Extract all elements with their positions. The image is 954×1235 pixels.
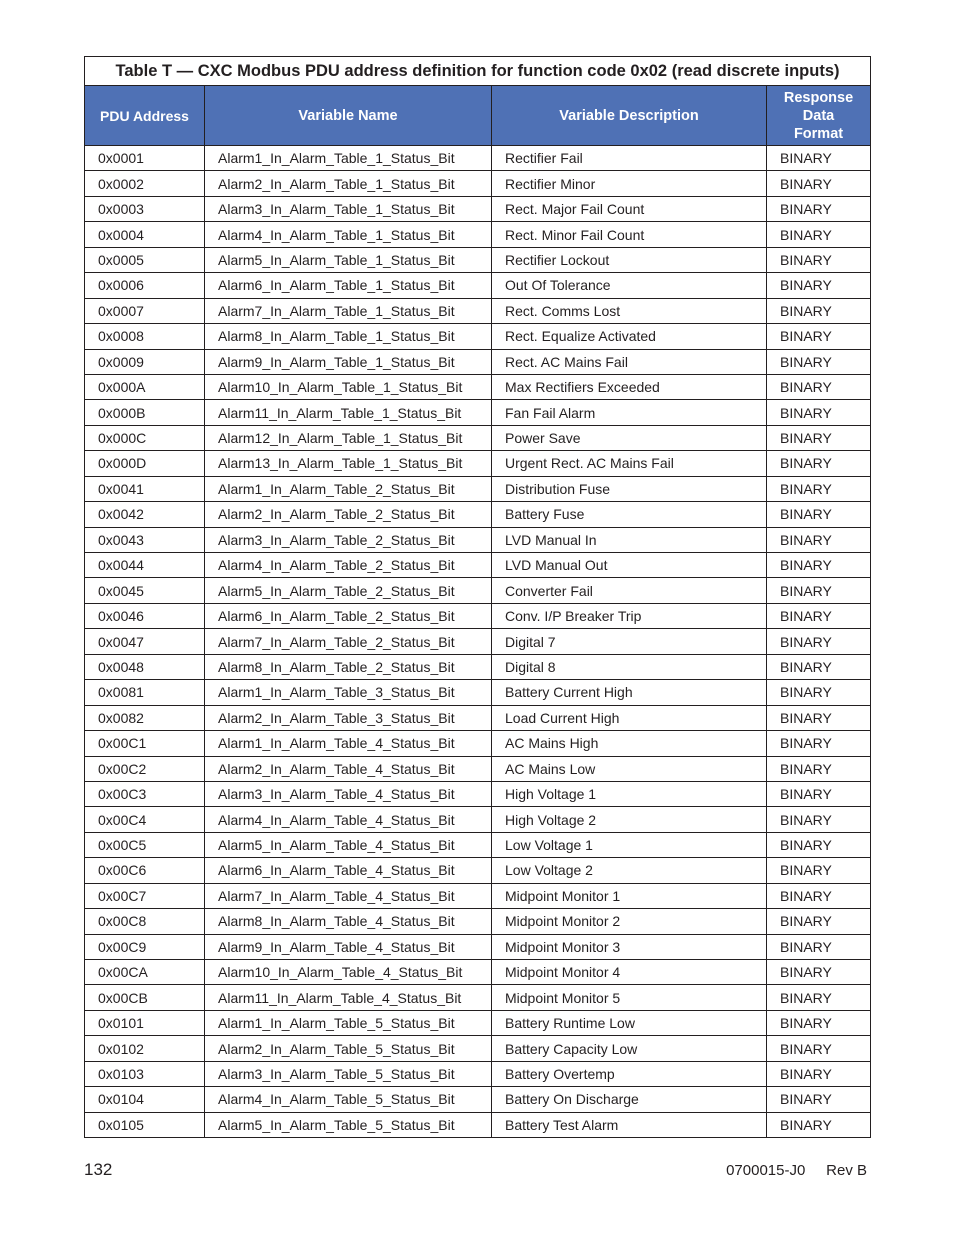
- table-row: [85, 273, 871, 298]
- variable-description-cell: Low Voltage 1: [492, 832, 767, 857]
- variable-name-cell: Alarm2_In_Alarm_Table_2_Status_Bit: [205, 502, 492, 527]
- variable-name-cell: Alarm12_In_Alarm_Table_1_Status_Bit: [205, 425, 492, 450]
- table-row: [85, 960, 871, 985]
- variable-description-cell: Rectifier Lockout: [492, 247, 767, 272]
- variable-name-cell: Alarm3_In_Alarm_Table_4_Status_Bit: [205, 781, 492, 806]
- table-row: [85, 629, 871, 654]
- response-format-cell: BINARY: [767, 960, 871, 985]
- table-row: [85, 781, 871, 806]
- variable-description-cell: Converter Fail: [492, 578, 767, 603]
- variable-description-cell: Midpoint Monitor 5: [492, 985, 767, 1010]
- table-row: [85, 934, 871, 959]
- pdu-address-cell: 0x0045: [85, 578, 205, 603]
- variable-description-cell: Digital 7: [492, 629, 767, 654]
- response-format-cell: BINARY: [767, 1036, 871, 1061]
- variable-name-cell: Alarm5_In_Alarm_Table_2_Status_Bit: [205, 578, 492, 603]
- response-format-cell: BINARY: [767, 1112, 871, 1137]
- variable-name-cell: Alarm1_In_Alarm_Table_1_Status_Bit: [205, 146, 492, 171]
- variable-description-cell: Rect. Major Fail Count: [492, 196, 767, 221]
- response-format-cell: BINARY: [767, 603, 871, 628]
- variable-name-cell: Alarm1_In_Alarm_Table_2_Status_Bit: [205, 476, 492, 501]
- table-row: [85, 731, 871, 756]
- pdu-address-cell: 0x0004: [85, 222, 205, 247]
- response-format-cell: BINARY: [767, 781, 871, 806]
- table-caption: Table T — CXC Modbus PDU address definition for function code 0x02 (read discrete inputs): [85, 57, 871, 86]
- variable-description-cell: Battery Overtemp: [492, 1061, 767, 1086]
- variable-description-cell: Rect. Equalize Activated: [492, 324, 767, 349]
- pdu-address-cell: 0x00C9: [85, 934, 205, 959]
- pdu-address-cell: 0x0082: [85, 705, 205, 730]
- header-format-line: Data: [802, 107, 835, 124]
- variable-description-cell: Midpoint Monitor 3: [492, 934, 767, 959]
- pdu-address-cell: 0x000B: [85, 400, 205, 425]
- table-row: [85, 756, 871, 781]
- table-row: [85, 374, 871, 399]
- pdu-address-cell: 0x0104: [85, 1087, 205, 1112]
- variable-name-cell: Alarm7_In_Alarm_Table_4_Status_Bit: [205, 883, 492, 908]
- pdu-address-cell: 0x0105: [85, 1112, 205, 1137]
- pdu-address-cell: 0x0005: [85, 247, 205, 272]
- variable-name-cell: Alarm3_In_Alarm_Table_2_Status_Bit: [205, 527, 492, 552]
- response-format-cell: BINARY: [767, 400, 871, 425]
- variable-description-cell: Battery Capacity Low: [492, 1036, 767, 1061]
- table-row: [85, 705, 871, 730]
- header-pdu-address: PDU Address: [85, 86, 205, 146]
- table-row: [85, 1061, 871, 1086]
- variable-name-cell: Alarm8_In_Alarm_Table_1_Status_Bit: [205, 324, 492, 349]
- table-row: [85, 985, 871, 1010]
- table-row: [85, 247, 871, 272]
- response-format-cell: BINARY: [767, 527, 871, 552]
- pdu-address-cell: 0x0042: [85, 502, 205, 527]
- variable-description-cell: High Voltage 1: [492, 781, 767, 806]
- variable-name-cell: Alarm6_In_Alarm_Table_4_Status_Bit: [205, 858, 492, 883]
- response-format-cell: BINARY: [767, 934, 871, 959]
- response-format-cell: BINARY: [767, 349, 871, 374]
- pdu-address-cell: 0x0009: [85, 349, 205, 374]
- table-row: [85, 400, 871, 425]
- variable-description-cell: Rect. Comms Lost: [492, 298, 767, 323]
- response-format-cell: BINARY: [767, 451, 871, 476]
- variable-name-cell: Alarm10_In_Alarm_Table_4_Status_Bit: [205, 960, 492, 985]
- variable-description-cell: AC Mains High: [492, 731, 767, 756]
- response-format-cell: BINARY: [767, 731, 871, 756]
- response-format-cell: BINARY: [767, 298, 871, 323]
- pdu-address-cell: 0x0081: [85, 680, 205, 705]
- response-format-cell: BINARY: [767, 146, 871, 171]
- response-format-cell: BINARY: [767, 756, 871, 781]
- response-format-cell: BINARY: [767, 502, 871, 527]
- pdu-address-cell: 0x0044: [85, 553, 205, 578]
- variable-description-cell: Battery Test Alarm: [492, 1112, 767, 1137]
- table-row: [85, 832, 871, 857]
- pdu-address-cell: 0x0007: [85, 298, 205, 323]
- table-body: [85, 146, 871, 1138]
- response-format-cell: BINARY: [767, 171, 871, 196]
- variable-name-cell: Alarm7_In_Alarm_Table_1_Status_Bit: [205, 298, 492, 323]
- variable-name-cell: Alarm1_In_Alarm_Table_3_Status_Bit: [205, 680, 492, 705]
- table-row: [85, 680, 871, 705]
- table-row: [85, 196, 871, 221]
- variable-name-cell: Alarm4_In_Alarm_Table_1_Status_Bit: [205, 222, 492, 247]
- pdu-address-cell: 0x000C: [85, 425, 205, 450]
- pdu-address-cell: 0x00C6: [85, 858, 205, 883]
- variable-name-cell: Alarm1_In_Alarm_Table_4_Status_Bit: [205, 731, 492, 756]
- table-row: [85, 451, 871, 476]
- pdu-address-cell: 0x00C4: [85, 807, 205, 832]
- table-row: [85, 502, 871, 527]
- table-row: [85, 171, 871, 196]
- response-format-cell: BINARY: [767, 654, 871, 679]
- pdu-address-cell: 0x0047: [85, 629, 205, 654]
- variable-name-cell: Alarm9_In_Alarm_Table_1_Status_Bit: [205, 349, 492, 374]
- response-format-cell: BINARY: [767, 629, 871, 654]
- variable-name-cell: Alarm5_In_Alarm_Table_5_Status_Bit: [205, 1112, 492, 1137]
- variable-name-cell: Alarm1_In_Alarm_Table_5_Status_Bit: [205, 1010, 492, 1035]
- table-row: [85, 324, 871, 349]
- variable-name-cell: Alarm10_In_Alarm_Table_1_Status_Bit: [205, 374, 492, 399]
- response-format-cell: BINARY: [767, 425, 871, 450]
- response-format-cell: BINARY: [767, 883, 871, 908]
- variable-name-cell: Alarm3_In_Alarm_Table_1_Status_Bit: [205, 196, 492, 221]
- variable-name-cell: Alarm4_In_Alarm_Table_5_Status_Bit: [205, 1087, 492, 1112]
- header-format-line: Response: [783, 89, 854, 106]
- table-row: [85, 603, 871, 628]
- variable-description-cell: Digital 8: [492, 654, 767, 679]
- header-format-line: Format: [793, 125, 844, 142]
- variable-description-cell: Rectifier Minor: [492, 171, 767, 196]
- variable-name-cell: Alarm3_In_Alarm_Table_5_Status_Bit: [205, 1061, 492, 1086]
- table-row: [85, 858, 871, 883]
- pdu-address-cell: 0x00C2: [85, 756, 205, 781]
- response-format-cell: BINARY: [767, 985, 871, 1010]
- response-format-cell: BINARY: [767, 705, 871, 730]
- address-definition-table: [84, 56, 871, 1138]
- variable-description-cell: LVD Manual Out: [492, 553, 767, 578]
- pdu-address-cell: 0x0003: [85, 196, 205, 221]
- pdu-address-cell: 0x00C1: [85, 731, 205, 756]
- pdu-address-cell: 0x00CB: [85, 985, 205, 1010]
- variable-name-cell: Alarm2_In_Alarm_Table_5_Status_Bit: [205, 1036, 492, 1061]
- table-row: [85, 578, 871, 603]
- variable-description-cell: Out Of Tolerance: [492, 273, 767, 298]
- variable-name-cell: Alarm11_In_Alarm_Table_4_Status_Bit: [205, 985, 492, 1010]
- response-format-cell: BINARY: [767, 1010, 871, 1035]
- pdu-address-cell: 0x0102: [85, 1036, 205, 1061]
- table-row: [85, 654, 871, 679]
- response-format-cell: BINARY: [767, 680, 871, 705]
- document-id: 0700015-J0 Rev B: [726, 1162, 867, 1179]
- response-format-cell: BINARY: [767, 578, 871, 603]
- variable-name-cell: Alarm5_In_Alarm_Table_4_Status_Bit: [205, 832, 492, 857]
- table-row: [85, 1036, 871, 1061]
- response-format-cell: BINARY: [767, 196, 871, 221]
- variable-description-cell: Power Save: [492, 425, 767, 450]
- page-number: 132: [84, 1160, 113, 1179]
- variable-name-cell: Alarm7_In_Alarm_Table_2_Status_Bit: [205, 629, 492, 654]
- variable-description-cell: Low Voltage 2: [492, 858, 767, 883]
- pdu-address-cell: 0x0008: [85, 324, 205, 349]
- table-row: [85, 1087, 871, 1112]
- pdu-address-cell: 0x0006: [85, 273, 205, 298]
- variable-name-cell: Alarm9_In_Alarm_Table_4_Status_Bit: [205, 934, 492, 959]
- variable-description-cell: Fan Fail Alarm: [492, 400, 767, 425]
- variable-description-cell: Midpoint Monitor 2: [492, 909, 767, 934]
- variable-description-cell: Battery Current High: [492, 680, 767, 705]
- variable-description-cell: Conv. I/P Breaker Trip: [492, 603, 767, 628]
- response-format-cell: BINARY: [767, 273, 871, 298]
- pdu-address-cell: 0x0103: [85, 1061, 205, 1086]
- pdu-address-cell: 0x000D: [85, 451, 205, 476]
- variable-name-cell: Alarm2_In_Alarm_Table_1_Status_Bit: [205, 171, 492, 196]
- pdu-address-cell: 0x0101: [85, 1010, 205, 1035]
- pdu-address-cell: 0x0046: [85, 603, 205, 628]
- response-format-cell: BINARY: [767, 909, 871, 934]
- table-row: [85, 1112, 871, 1137]
- variable-name-cell: Alarm6_In_Alarm_Table_2_Status_Bit: [205, 603, 492, 628]
- table-row: [85, 527, 871, 552]
- pdu-address-cell: 0x00C3: [85, 781, 205, 806]
- response-format-cell: BINARY: [767, 222, 871, 247]
- response-format-cell: BINARY: [767, 553, 871, 578]
- table-row: [85, 1010, 871, 1035]
- variable-name-cell: Alarm5_In_Alarm_Table_1_Status_Bit: [205, 247, 492, 272]
- variable-description-cell: Max Rectifiers Exceeded: [492, 374, 767, 399]
- table-row: [85, 298, 871, 323]
- pdu-address-cell: 0x00C7: [85, 883, 205, 908]
- variable-description-cell: Rectifier Fail: [492, 146, 767, 171]
- pdu-address-cell: 0x0041: [85, 476, 205, 501]
- variable-description-cell: Battery On Discharge: [492, 1087, 767, 1112]
- header-response-data-format: [767, 86, 871, 146]
- variable-name-cell: Alarm2_In_Alarm_Table_4_Status_Bit: [205, 756, 492, 781]
- variable-description-cell: Rect. AC Mains Fail: [492, 349, 767, 374]
- variable-description-cell: Distribution Fuse: [492, 476, 767, 501]
- pdu-address-cell: 0x00CA: [85, 960, 205, 985]
- header-variable-name: Variable Name: [205, 86, 492, 146]
- variable-description-cell: Rect. Minor Fail Count: [492, 222, 767, 247]
- response-format-cell: BINARY: [767, 324, 871, 349]
- response-format-cell: BINARY: [767, 1087, 871, 1112]
- header-variable-description: Variable Description: [492, 86, 767, 146]
- variable-description-cell: High Voltage 2: [492, 807, 767, 832]
- pdu-address-cell: 0x0048: [85, 654, 205, 679]
- table-row: [85, 349, 871, 374]
- response-format-cell: BINARY: [767, 247, 871, 272]
- pdu-address-cell: 0x0043: [85, 527, 205, 552]
- variable-name-cell: Alarm8_In_Alarm_Table_4_Status_Bit: [205, 909, 492, 934]
- variable-name-cell: Alarm11_In_Alarm_Table_1_Status_Bit: [205, 400, 492, 425]
- variable-name-cell: Alarm4_In_Alarm_Table_4_Status_Bit: [205, 807, 492, 832]
- variable-name-cell: Alarm4_In_Alarm_Table_2_Status_Bit: [205, 553, 492, 578]
- response-format-cell: BINARY: [767, 374, 871, 399]
- table-header-row: [85, 86, 871, 146]
- variable-description-cell: Midpoint Monitor 1: [492, 883, 767, 908]
- variable-description-cell: Battery Fuse: [492, 502, 767, 527]
- table-row: [85, 425, 871, 450]
- response-format-cell: BINARY: [767, 476, 871, 501]
- response-format-cell: BINARY: [767, 858, 871, 883]
- table-row: [85, 146, 871, 171]
- variable-name-cell: Alarm6_In_Alarm_Table_1_Status_Bit: [205, 273, 492, 298]
- response-format-cell: BINARY: [767, 1061, 871, 1086]
- variable-name-cell: Alarm13_In_Alarm_Table_1_Status_Bit: [205, 451, 492, 476]
- variable-description-cell: Urgent Rect. AC Mains Fail: [492, 451, 767, 476]
- table-row: [85, 222, 871, 247]
- variable-name-cell: Alarm2_In_Alarm_Table_3_Status_Bit: [205, 705, 492, 730]
- variable-description-cell: LVD Manual In: [492, 527, 767, 552]
- pdu-address-cell: 0x000A: [85, 374, 205, 399]
- response-format-cell: BINARY: [767, 832, 871, 857]
- table-row: [85, 553, 871, 578]
- variable-name-cell: Alarm8_In_Alarm_Table_2_Status_Bit: [205, 654, 492, 679]
- variable-description-cell: Battery Runtime Low: [492, 1010, 767, 1035]
- variable-description-cell: Load Current High: [492, 705, 767, 730]
- table-row: [85, 476, 871, 501]
- table-row: [85, 909, 871, 934]
- pdu-address-cell: 0x00C5: [85, 832, 205, 857]
- table-row: [85, 883, 871, 908]
- pdu-address-cell: 0x0002: [85, 171, 205, 196]
- variable-description-cell: Midpoint Monitor 4: [492, 960, 767, 985]
- variable-description-cell: AC Mains Low: [492, 756, 767, 781]
- response-format-cell: BINARY: [767, 807, 871, 832]
- table-row: [85, 807, 871, 832]
- pdu-address-cell: 0x00C8: [85, 909, 205, 934]
- pdu-address-cell: 0x0001: [85, 146, 205, 171]
